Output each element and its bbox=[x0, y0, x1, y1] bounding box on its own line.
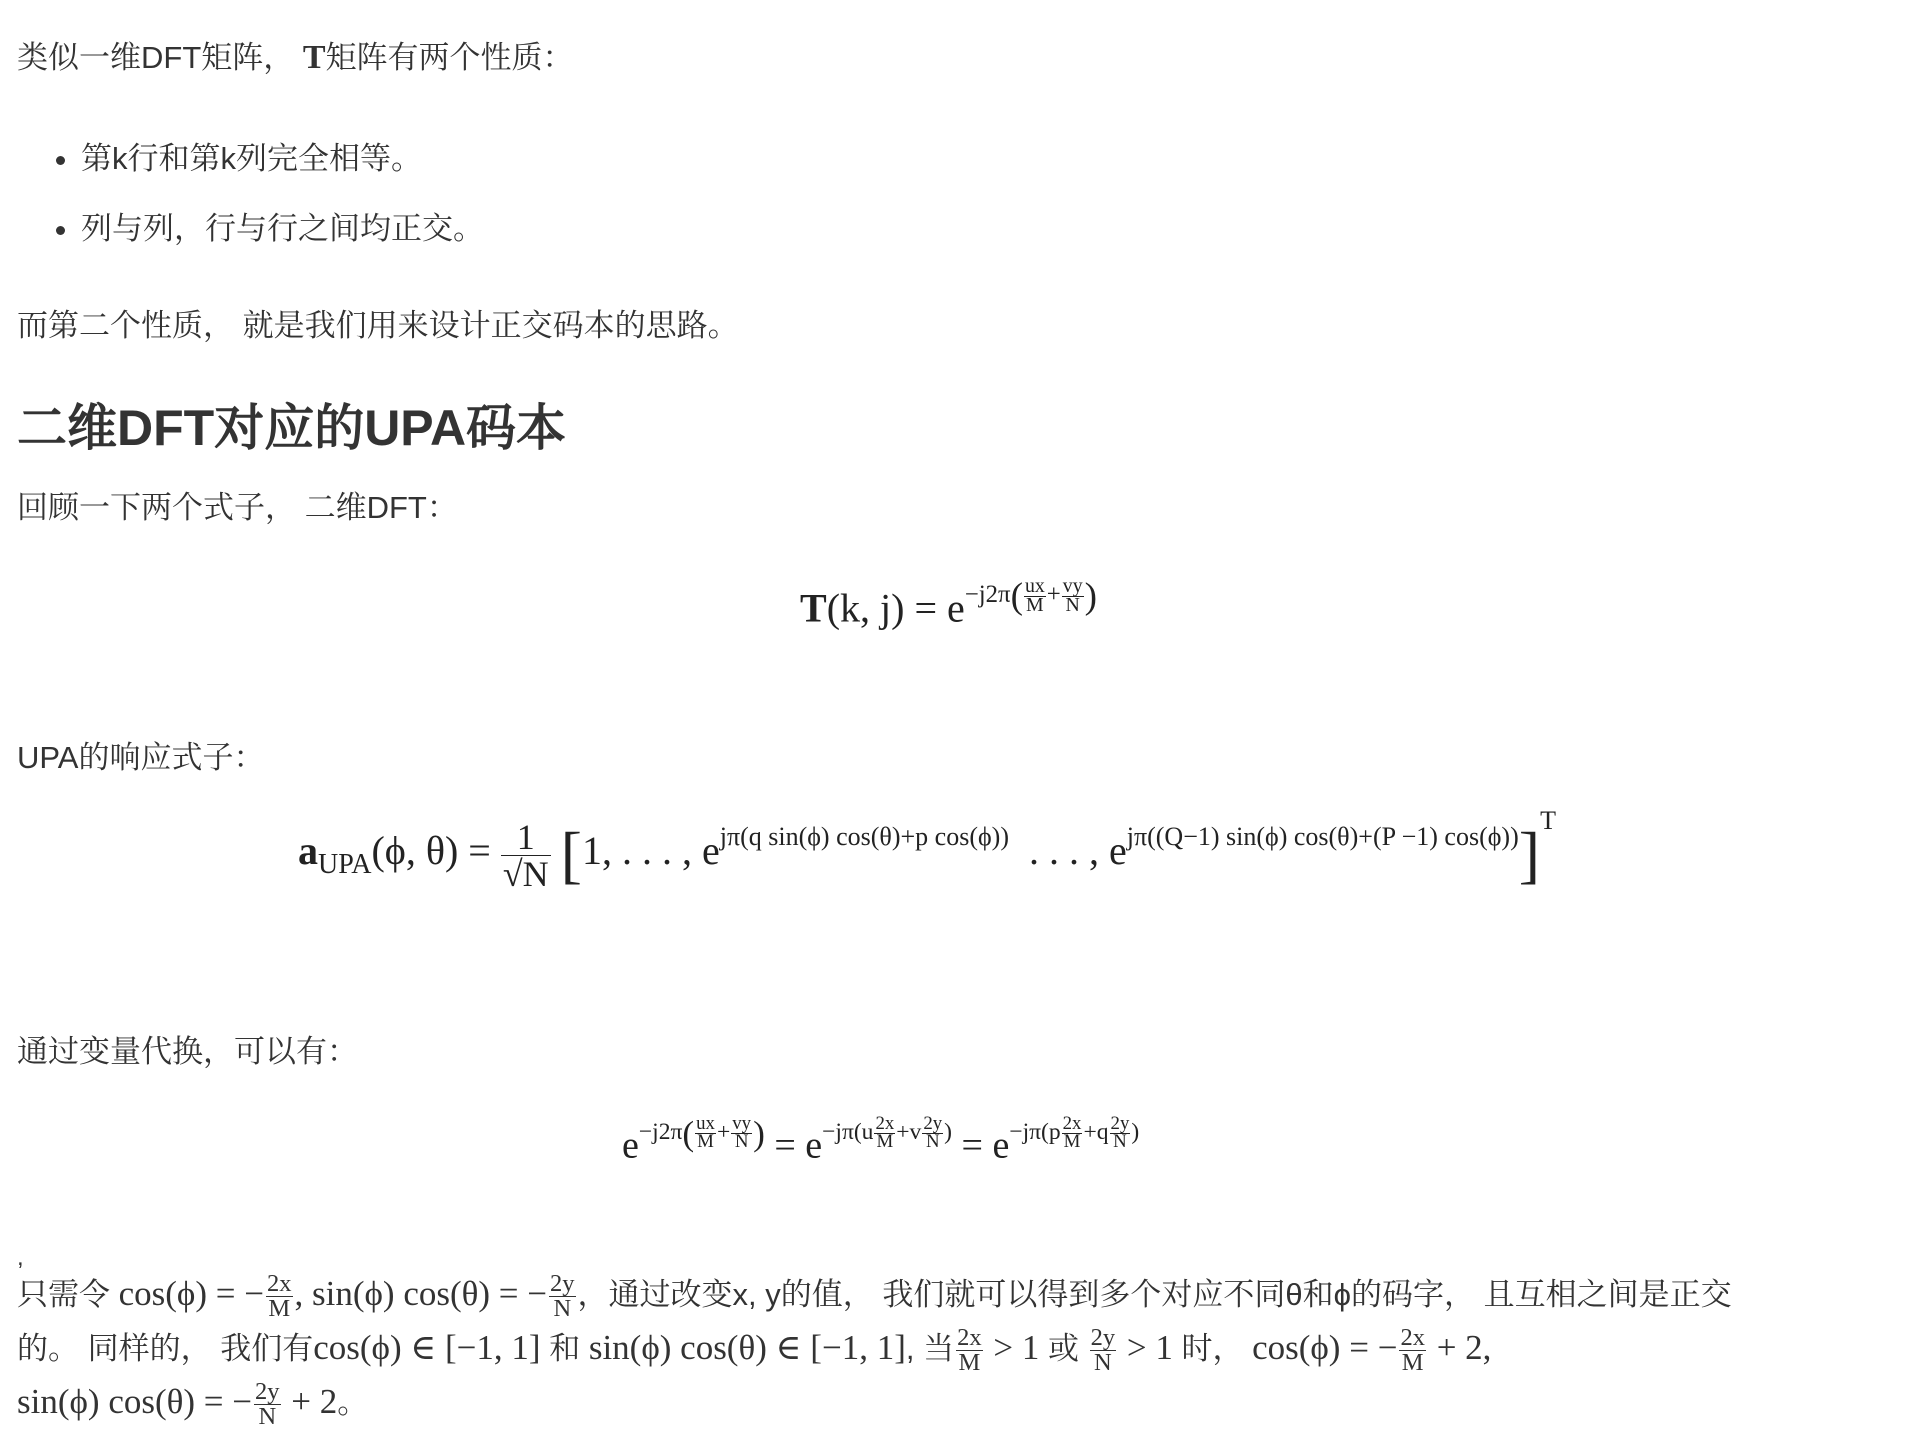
math-inline: $\frac{2y}{N}$ > 1 bbox=[1090, 1323, 1173, 1377]
properties-list bbox=[17, 130, 484, 270]
math-inline: cos(ϕ) = − $\frac{2x}{M}$ , sin(ϕ) cos(θ) = − $\frac{2y}{N}$ bbox=[118, 1269, 575, 1323]
intro-text: 类似一维DFT矩阵， bbox=[17, 40, 303, 75]
comma-line: , bbox=[17, 1244, 24, 1271]
matrix-symbol: T bbox=[302, 39, 326, 76]
math-inline: cos(ϕ) = − $\frac{2x}{M}$ + 2, bbox=[1252, 1323, 1492, 1377]
conclusion-text: ，通过改变x, y的值， 我们就可以得到多个对应不同θ和ϕ的码字， 且互相之间是正交 bbox=[577, 1277, 1732, 1312]
math-inline: cos(ϕ) ∈ [−1, 1] bbox=[313, 1328, 541, 1367]
conclusion-text: 只需令 bbox=[17, 1277, 119, 1312]
math-inline: sin(ϕ) cos(θ) = − $\frac{2y}{N}$ + 2 bbox=[17, 1377, 338, 1431]
conclusion-line-1 bbox=[17, 1268, 1907, 1322]
conclusion-paragraph bbox=[17, 1268, 1907, 1430]
conclusion-text: 和 bbox=[540, 1331, 589, 1366]
math-inline: sin(ϕ) cos(θ) ∈ [−1, 1] bbox=[588, 1328, 906, 1367]
substitution-text: 通过变量代换，可以有： bbox=[17, 1034, 358, 1069]
list-item: • 第k行和第k列完全相等。 bbox=[81, 130, 484, 200]
equation-substitution: $e^{-j2\pi( \frac{ux}{M} + \frac{vy}{N} )} = e^{-j\pi(u \frac{2x}{M} +v \frac{2y}{N} )} = e^{-j\pi(p \frac{2x}{M} +q \frac{2y}{N} )}$ bbox=[622, 1113, 1140, 1167]
conclusion-line-3 bbox=[17, 1376, 1907, 1430]
equation-2d-dft: T(k, $j) = e^{-j2\pi( \frac{ux}{M} + \frac{vy}{N} )}$ bbox=[800, 575, 1097, 631]
equation-upa-response: $a_{UPA}(\phi$, θ) = $\frac{1}{√N}$ [1, . . . , $e^{j\pi(q sin(\phi) cos(\theta)+p cos(\phi))}$ . . . , $e^{j\pi((Q-1) sin(\phi) cos(\theta)+(P -1) cos(\phi))}]^T$ bbox=[298, 806, 1556, 894]
conclusion-text: 的。 同样的， 我们有 bbox=[17, 1331, 314, 1366]
math-inline: $\frac{2x}{M}$ > 1 bbox=[957, 1323, 1040, 1377]
section-heading: 二维DFT对应的UPA码本 bbox=[17, 400, 567, 456]
upa-label: UPA的响应式子： bbox=[17, 740, 265, 775]
intro-tail-text: 矩阵有两个性质： bbox=[325, 40, 574, 75]
conclusion-text: 。 bbox=[337, 1385, 369, 1420]
review-text: 回顾一下两个式子， 二维DFT： bbox=[17, 490, 458, 525]
conclusion-text: 时， bbox=[1172, 1331, 1253, 1366]
conclusion-line-2 bbox=[17, 1322, 1907, 1376]
conclusion-text: 或 bbox=[1039, 1331, 1088, 1366]
intro-paragraph bbox=[17, 38, 574, 78]
conclusion-text: , 当 bbox=[905, 1331, 955, 1366]
second-property-note: 而第二个性质， 就是我们用来设计正交码本的思路。 bbox=[17, 308, 739, 343]
list-item: • 列与列，行与行之间均正交。 bbox=[81, 200, 484, 270]
